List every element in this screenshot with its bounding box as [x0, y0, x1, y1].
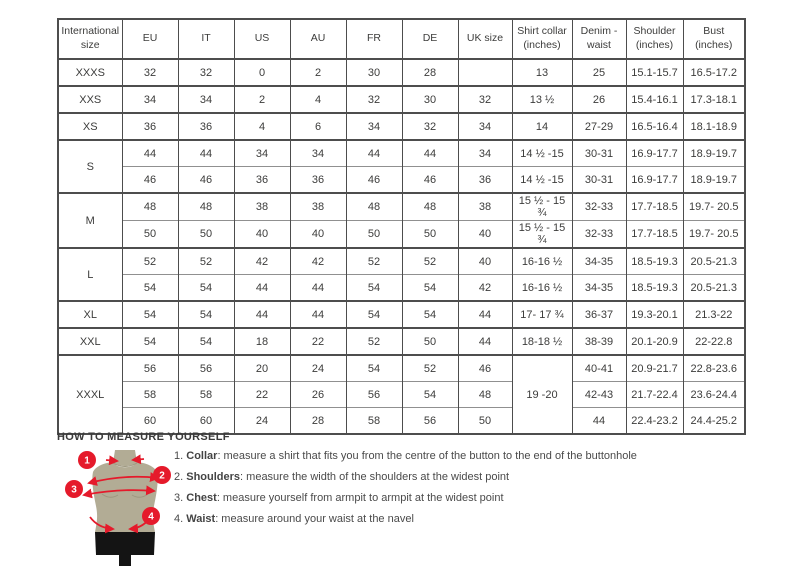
table-cell: 30 [346, 59, 402, 86]
table-cell: 52 [122, 248, 178, 275]
table-cell: 42 [458, 275, 512, 302]
table-row [58, 86, 745, 113]
table-cell: 50 [458, 408, 512, 435]
table-cell: 40 [234, 221, 290, 249]
table-cell: 50 [402, 328, 458, 355]
measure-instruction-chest [174, 492, 637, 504]
step-marker-4 [142, 507, 160, 525]
table-cell: 42 [234, 248, 290, 275]
table-cell: 15 ½ - 15 ¾ [512, 193, 572, 221]
table-cell: 28 [290, 408, 346, 435]
table-row [58, 328, 745, 355]
table-cell: 44 [346, 140, 402, 167]
instruction-number: 1. [174, 450, 184, 462]
step-marker-1 [78, 451, 96, 469]
table-cell: 40 [458, 248, 512, 275]
table-cell: 17.3-18.1 [683, 86, 745, 113]
table-cell: 22 [234, 382, 290, 408]
table-cell: 13 [512, 59, 572, 86]
column-header: US [234, 19, 290, 59]
table-cell: 34-35 [572, 248, 626, 275]
table-cell: 32-33 [572, 221, 626, 249]
table-cell: 38 [458, 193, 512, 221]
table-cell: 0 [234, 59, 290, 86]
size-label-cell: XL [58, 301, 122, 328]
measure-section-title: HOW TO MEASURE YOURSELF [57, 431, 230, 443]
table-cell: 44 [122, 140, 178, 167]
table-cell: 44 [402, 140, 458, 167]
column-header: UK size [458, 19, 512, 59]
table-cell: 21.3-22 [683, 301, 745, 328]
table-cell: 23.6-24.4 [683, 382, 745, 408]
instruction-text: : measure yourself from armpit to armpit at the widest point [216, 492, 504, 504]
table-cell: 32 [458, 86, 512, 113]
measure-instruction-shoulders [174, 471, 637, 483]
table-cell: 34 [458, 113, 512, 140]
column-header: Denim - waist [572, 19, 626, 59]
table-cell: 44 [234, 275, 290, 302]
mannequin-shorts [95, 532, 155, 566]
table-cell: 40 [458, 221, 512, 249]
instruction-number: 3. [174, 492, 184, 504]
table-cell: 40-41 [572, 355, 626, 382]
table-cell: 36 [290, 167, 346, 194]
table-cell: 56 [346, 382, 402, 408]
size-label-cell: XS [58, 113, 122, 140]
size-chart-table [57, 18, 746, 435]
table-cell: 48 [122, 193, 178, 221]
table-cell: 46 [122, 167, 178, 194]
table-cell: 54 [178, 275, 234, 302]
table-cell: 26 [572, 86, 626, 113]
table-row [58, 193, 745, 221]
table-cell: 54 [178, 301, 234, 328]
table-cell: 4 [234, 113, 290, 140]
table-cell: 52 [402, 248, 458, 275]
table-cell: 22.8-23.6 [683, 355, 745, 382]
table-cell: 16-16 ½ [512, 248, 572, 275]
table-cell: 24 [234, 408, 290, 435]
table-cell: 2 [234, 86, 290, 113]
table-cell: 36-37 [572, 301, 626, 328]
table-cell: 32 [122, 59, 178, 86]
table-cell: 32 [402, 113, 458, 140]
table-cell: 19.7- 20.5 [683, 221, 745, 249]
table-cell: 18-18 ½ [512, 328, 572, 355]
table-cell: 54 [122, 328, 178, 355]
table-cell: 18.1-18.9 [683, 113, 745, 140]
table-cell: 20.5-21.3 [683, 248, 745, 275]
size-label-cell: M [58, 193, 122, 248]
instruction-text: : measure around your waist at the navel [215, 513, 414, 525]
table-cell: 2 [290, 59, 346, 86]
table-cell: 54 [346, 275, 402, 302]
size-label-cell: S [58, 140, 122, 193]
instruction-label: Collar [186, 450, 218, 462]
table-cell: 25 [572, 59, 626, 86]
table-cell: 28 [402, 59, 458, 86]
table-row [58, 382, 745, 408]
table-cell: 48 [458, 382, 512, 408]
table-cell: 18.5-19.3 [626, 248, 683, 275]
table-cell: 21.7-22.4 [626, 382, 683, 408]
instruction-label: Shoulders [186, 471, 241, 483]
table-cell: 19.3-20.1 [626, 301, 683, 328]
table-cell: 19.7- 20.5 [683, 193, 745, 221]
table-cell: 60 [122, 408, 178, 435]
instruction-text: : measure the width of the shoulders at the widest point [240, 471, 510, 483]
table-cell: 24.4-25.2 [683, 408, 745, 435]
table-cell: 22 [290, 328, 346, 355]
size-label-cell: XXL [58, 328, 122, 355]
table-cell: 44 [458, 301, 512, 328]
instruction-text: : measure a shirt that fits you from the centre of the button to the end of the buttonhole [217, 450, 637, 462]
table-cell: 14 ½ -15 [512, 140, 572, 167]
size-label-cell: XXXL [58, 355, 122, 434]
table-cell: 32 [346, 86, 402, 113]
table-cell [458, 59, 512, 86]
measure-instructions-list [174, 450, 637, 534]
table-cell: 34 [122, 86, 178, 113]
table-cell: 54 [402, 301, 458, 328]
table-cell: 30-31 [572, 167, 626, 194]
instruction-label: Waist [186, 513, 216, 525]
table-cell: 50 [122, 221, 178, 249]
table-cell: 22-22.8 [683, 328, 745, 355]
collar-merged-cell: 19 -20 [512, 355, 572, 434]
table-row [58, 113, 745, 140]
svg-text:3: 3 [71, 484, 77, 496]
table-cell: 36 [458, 167, 512, 194]
column-header: Bust (inches) [683, 19, 745, 59]
table-cell: 36 [122, 113, 178, 140]
column-header: Shirt collar (inches) [512, 19, 572, 59]
column-header: International size [58, 19, 122, 59]
table-cell: 20.5-21.3 [683, 275, 745, 302]
step-marker-2 [153, 466, 171, 484]
column-header: Shoulder (inches) [626, 19, 683, 59]
table-cell: 60 [178, 408, 234, 435]
table-cell: 4 [290, 86, 346, 113]
column-header: IT [178, 19, 234, 59]
table-cell: 24 [290, 355, 346, 382]
table-cell: 58 [122, 382, 178, 408]
table-cell: 34 [290, 140, 346, 167]
mannequin-figure [60, 448, 185, 566]
table-cell: 46 [458, 355, 512, 382]
table-row [58, 59, 745, 86]
table-cell: 14 ½ -15 [512, 167, 572, 194]
column-header: AU [290, 19, 346, 59]
table-cell: 44 [234, 301, 290, 328]
table-cell: 46 [346, 167, 402, 194]
table-row [58, 140, 745, 167]
column-header: EU [122, 19, 178, 59]
column-header: DE [402, 19, 458, 59]
table-cell: 40 [290, 221, 346, 249]
table-cell: 16-16 ½ [512, 275, 572, 302]
table-cell: 17- 17 ¾ [512, 301, 572, 328]
table-cell: 56 [178, 355, 234, 382]
table-cell: 36 [234, 167, 290, 194]
measure-instruction-waist [174, 513, 637, 525]
table-cell: 42 [290, 248, 346, 275]
table-row [58, 221, 745, 249]
table-cell: 54 [122, 275, 178, 302]
table-cell: 34 [346, 113, 402, 140]
table-cell: 50 [178, 221, 234, 249]
table-cell: 30 [402, 86, 458, 113]
table-cell: 52 [402, 355, 458, 382]
table-cell: 32 [178, 59, 234, 86]
table-cell: 44 [458, 328, 512, 355]
table-cell: 34 [458, 140, 512, 167]
table-row [58, 355, 745, 382]
table-row [58, 248, 745, 275]
table-cell: 44 [572, 408, 626, 435]
table-cell: 48 [178, 193, 234, 221]
table-cell: 46 [178, 167, 234, 194]
table-cell: 15 ½ - 15 ¾ [512, 221, 572, 249]
table-cell: 38 [290, 193, 346, 221]
table-cell: 15.1-15.7 [626, 59, 683, 86]
table-row [58, 167, 745, 194]
table-cell: 27-29 [572, 113, 626, 140]
table-cell: 26 [290, 382, 346, 408]
size-label-cell: L [58, 248, 122, 301]
table-cell: 56 [402, 408, 458, 435]
table-cell: 54 [346, 301, 402, 328]
table-cell: 16.5-16.4 [626, 113, 683, 140]
table-cell: 52 [178, 248, 234, 275]
table-cell: 6 [290, 113, 346, 140]
table-cell: 13 ½ [512, 86, 572, 113]
size-label-cell: XXXS [58, 59, 122, 86]
table-cell: 34-35 [572, 275, 626, 302]
table-cell: 14 [512, 113, 572, 140]
table-cell: 16.9-17.7 [626, 167, 683, 194]
table-cell: 34 [234, 140, 290, 167]
table-cell: 52 [346, 328, 402, 355]
instruction-number: 4. [174, 513, 184, 525]
table-cell: 54 [346, 355, 402, 382]
table-cell: 44 [290, 301, 346, 328]
table-cell: 52 [346, 248, 402, 275]
table-cell: 38-39 [572, 328, 626, 355]
table-cell: 42-43 [572, 382, 626, 408]
instruction-number: 2. [174, 471, 184, 483]
table-cell: 16.9-17.7 [626, 140, 683, 167]
table-cell: 22.4-23.2 [626, 408, 683, 435]
table-cell: 17.7-18.5 [626, 221, 683, 249]
table-cell: 15.4-16.1 [626, 86, 683, 113]
table-cell: 18.5-19.3 [626, 275, 683, 302]
header-row [58, 19, 745, 59]
table-cell: 54 [402, 382, 458, 408]
table-cell: 32-33 [572, 193, 626, 221]
table-cell: 44 [290, 275, 346, 302]
table-cell: 30-31 [572, 140, 626, 167]
table-cell: 18.9-19.7 [683, 140, 745, 167]
table-cell: 54 [122, 301, 178, 328]
table-cell: 44 [178, 140, 234, 167]
table-cell: 50 [402, 221, 458, 249]
table-row [58, 275, 745, 302]
table-cell: 50 [346, 221, 402, 249]
table-cell: 58 [346, 408, 402, 435]
step-marker-3 [65, 480, 83, 498]
table-cell: 18 [234, 328, 290, 355]
table-cell: 56 [122, 355, 178, 382]
table-cell: 17.7-18.5 [626, 193, 683, 221]
table-cell: 38 [234, 193, 290, 221]
table-cell: 54 [178, 328, 234, 355]
table-cell: 36 [178, 113, 234, 140]
svg-text:1: 1 [84, 455, 90, 467]
table-cell: 58 [178, 382, 234, 408]
column-header: FR [346, 19, 402, 59]
table-row [58, 301, 745, 328]
table-cell: 46 [402, 167, 458, 194]
table-cell: 20 [234, 355, 290, 382]
table-cell: 48 [402, 193, 458, 221]
table-cell: 34 [178, 86, 234, 113]
table-cell: 54 [402, 275, 458, 302]
table-cell: 18.9-19.7 [683, 167, 745, 194]
table-cell: 20.1-20.9 [626, 328, 683, 355]
table-cell: 16.5-17.2 [683, 59, 745, 86]
size-label-cell: XXS [58, 86, 122, 113]
measure-instruction-collar [174, 450, 637, 462]
svg-text:2: 2 [159, 470, 165, 482]
svg-text:4: 4 [148, 511, 154, 523]
table-cell: 48 [346, 193, 402, 221]
table-cell: 20.9-21.7 [626, 355, 683, 382]
instruction-label: Chest [186, 492, 217, 504]
